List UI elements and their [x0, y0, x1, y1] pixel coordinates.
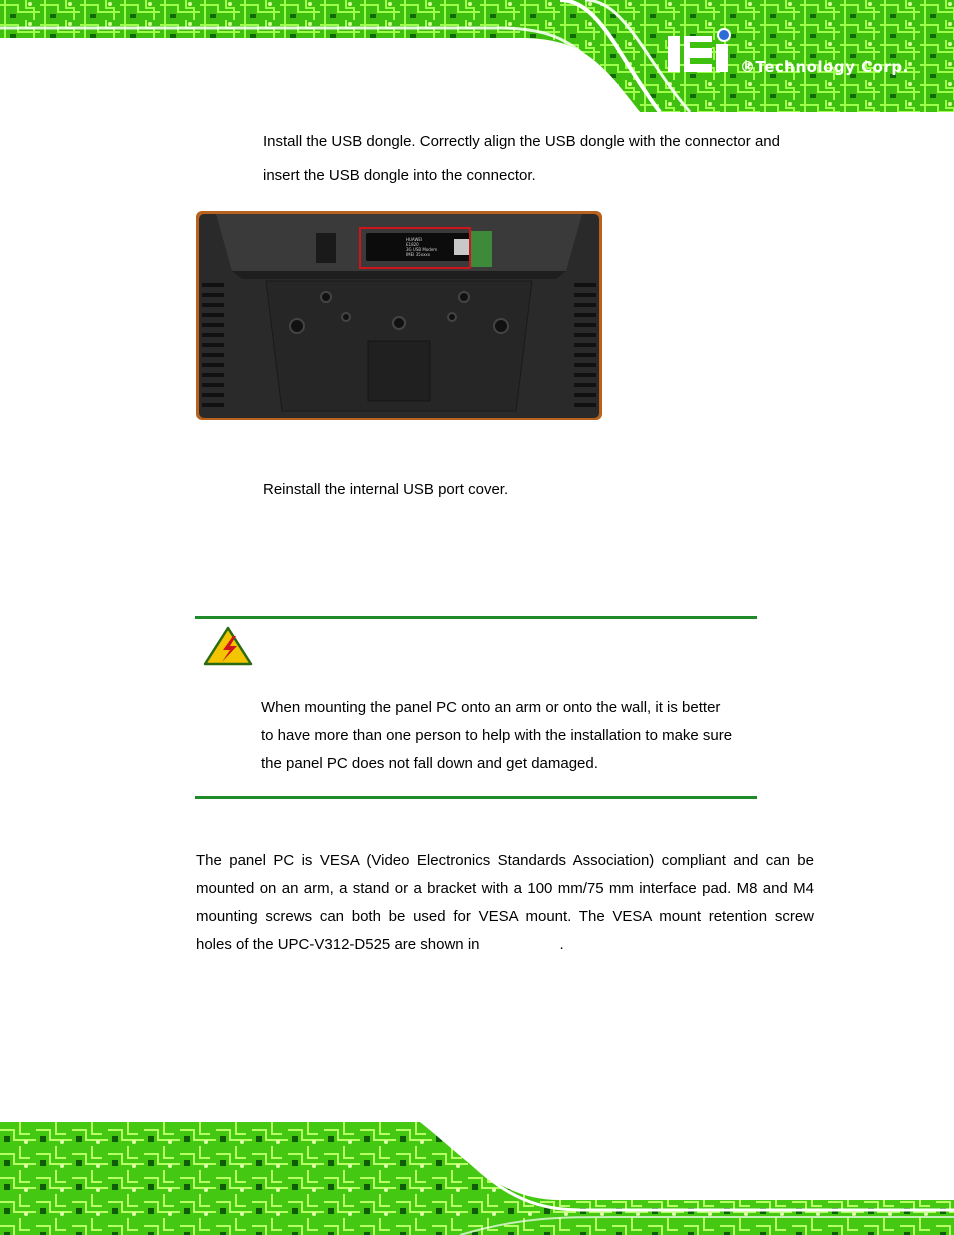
vesa-line-1: The panel PC is VESA (Video Electronics Standards Association) compliant and can be: [196, 852, 814, 869]
svg-text:E1820: E1820: [406, 242, 419, 247]
reinstall-step: Reinstall the internal USB port cover.: [263, 481, 509, 498]
brand-text: ®Technology Corp.: [740, 58, 909, 76]
usb-dongle-install-photo: [196, 211, 602, 420]
warning-bottom-rule: [195, 796, 757, 799]
svg-text:IMEI 35xxxx: IMEI 35xxxx: [406, 252, 431, 257]
vesa-line-4-prefix: holes of the UPC-V312-D525 are shown in: [196, 936, 480, 953]
vesa-line-2: mounted on an arm, a stand or a bracket with a 100 mm/75 mm interface pad. M8 and M4: [196, 880, 814, 897]
footer-banner: [0, 1122, 954, 1235]
install-step-line-2: insert the USB dongle into the connector.: [263, 167, 536, 184]
vesa-paragraph: [196, 847, 814, 959]
svg-text:3G USB Modem: 3G USB Modem: [406, 247, 438, 252]
warning-line-2: to have more than one person to help with the installation to make sure: [261, 727, 733, 744]
vesa-line-3: mounting screws can both be used for VESA mount. The VESA mount retention screw: [196, 908, 814, 925]
svg-text:HUAWEI: HUAWEI: [406, 237, 423, 242]
vesa-line-4-suffix: .: [559, 936, 564, 953]
warning-triangle-lightning-icon: [203, 626, 253, 666]
install-step-line-1: Install the USB dongle. Correctly align the USB dongle with the connector and: [263, 133, 780, 150]
warning-line-3: the panel PC does not fall down and get damaged.: [261, 755, 598, 772]
vesa-line-4: [196, 931, 814, 959]
warning-line-1: When mounting the panel PC onto an arm or onto the wall, it is better: [261, 699, 721, 716]
iei-logo-icon: [668, 28, 738, 76]
warning-top-rule: [195, 616, 757, 619]
header-banner: [0, 0, 954, 112]
